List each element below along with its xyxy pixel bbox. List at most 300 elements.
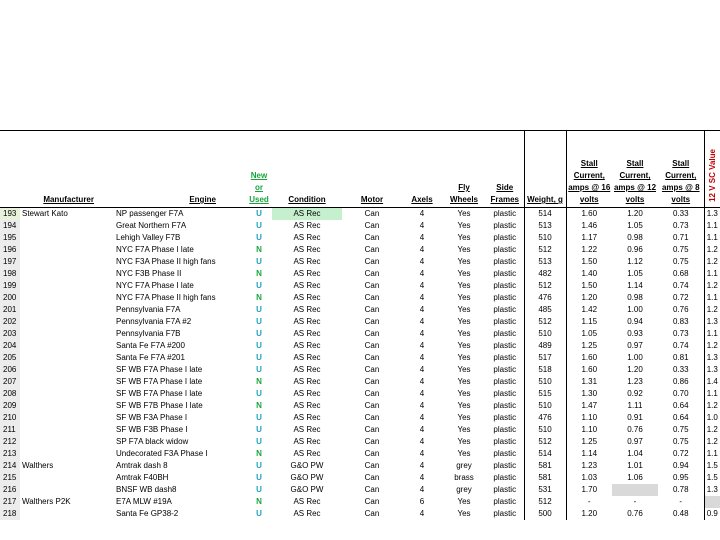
new-or-used-cell[interactable]: N bbox=[256, 377, 262, 386]
sc-value-cell[interactable]: 0.9 bbox=[704, 508, 720, 520]
engine-cell[interactable]: Lehigh Valley F7B bbox=[116, 233, 181, 242]
sc-value-cell[interactable]: 1.0 bbox=[704, 412, 720, 424]
fly-wheels-cell[interactable]: Yes bbox=[457, 509, 471, 518]
condition-cell[interactable]: AS Rec bbox=[293, 497, 321, 506]
new-or-used-cell[interactable]: U bbox=[256, 413, 262, 422]
axels-cell[interactable]: 4 bbox=[419, 281, 425, 290]
side-frames-cell[interactable]: plastic bbox=[493, 449, 517, 458]
stall-12v-cell[interactable]: 1.23 bbox=[627, 377, 643, 386]
row-number[interactable]: 203 bbox=[0, 328, 20, 340]
stall-8v-cell[interactable]: 0.64 bbox=[672, 413, 689, 422]
side-frames-cell[interactable]: plastic bbox=[493, 473, 517, 482]
stall-12v-cell[interactable]: 0.92 bbox=[627, 389, 643, 398]
fly-wheels-header[interactable]: Fly Wheels bbox=[442, 131, 486, 208]
fly-wheels-cell[interactable]: Yes bbox=[457, 329, 471, 338]
weight-header[interactable]: Weight, g bbox=[524, 131, 566, 208]
motor-cell[interactable]: Can bbox=[364, 209, 380, 218]
sc-value-cell[interactable]: 1.1 bbox=[704, 292, 720, 304]
stall-12v-cell[interactable]: 0.91 bbox=[627, 413, 643, 422]
manufacturer-cell[interactable] bbox=[20, 340, 114, 352]
motor-cell[interactable]: Can bbox=[364, 401, 380, 410]
stall-8v-cell[interactable]: 0.75 bbox=[672, 257, 689, 266]
side-frames-cell[interactable]: plastic bbox=[493, 221, 517, 230]
manufacturer-cell[interactable] bbox=[20, 292, 114, 304]
stall-16v-cell[interactable]: 1.30 bbox=[566, 388, 612, 400]
new-or-used-cell[interactable]: U bbox=[256, 437, 262, 446]
side-frames-cell[interactable]: plastic bbox=[493, 317, 517, 326]
sc-value-cell[interactable]: 1.1 bbox=[704, 232, 720, 244]
manufacturer-cell[interactable] bbox=[20, 364, 114, 376]
sc-value-cell[interactable]: 1.5 bbox=[704, 472, 720, 484]
stall-8v-cell[interactable]: 0.95 bbox=[672, 473, 689, 482]
fly-wheels-cell[interactable]: Yes bbox=[457, 497, 471, 506]
motor-cell[interactable]: Can bbox=[364, 221, 380, 230]
weight-cell[interactable]: 510 bbox=[524, 232, 566, 244]
fly-wheels-cell[interactable]: Yes bbox=[457, 389, 471, 398]
engine-cell[interactable]: SF WB F7A Phase I late bbox=[116, 365, 203, 374]
motor-cell[interactable]: Can bbox=[364, 485, 380, 494]
stall-16v-cell[interactable]: 1.47 bbox=[566, 400, 612, 412]
condition-cell[interactable]: AS Rec bbox=[293, 353, 321, 362]
weight-cell[interactable]: 512 bbox=[524, 244, 566, 256]
condition-cell[interactable]: AS Rec bbox=[293, 329, 321, 338]
stall-8v-cell[interactable]: 0.74 bbox=[672, 341, 689, 350]
engine-cell[interactable]: SF WB F3A Phase I bbox=[116, 413, 188, 422]
engine-cell[interactable]: SF WB F7B Phase I late bbox=[116, 401, 203, 410]
row-number[interactable]: 210 bbox=[0, 412, 20, 424]
stall-16v-cell[interactable]: 1.40 bbox=[566, 268, 612, 280]
stall-16v-cell[interactable]: 1.15 bbox=[566, 316, 612, 328]
row-number[interactable]: 218 bbox=[0, 508, 20, 520]
stall-8v-cell[interactable]: 0.75 bbox=[672, 245, 689, 254]
manufacturer-cell[interactable] bbox=[20, 436, 114, 448]
stall-8v-cell[interactable]: 0.64 bbox=[672, 401, 689, 410]
stall-8v-cell[interactable]: 0.74 bbox=[672, 281, 689, 290]
row-number[interactable]: 209 bbox=[0, 400, 20, 412]
condition-cell[interactable]: AS Rec bbox=[293, 377, 321, 386]
axels-cell[interactable]: 4 bbox=[419, 461, 425, 470]
engine-cell[interactable]: Santa Fe F7A #200 bbox=[116, 341, 185, 350]
stall-16v-cell[interactable]: 1.23 bbox=[566, 460, 612, 472]
side-frames-cell[interactable]: plastic bbox=[493, 509, 517, 518]
sc-value-cell[interactable]: 1.3 bbox=[704, 364, 720, 376]
stall-12v-cell[interactable]: 1.14 bbox=[627, 281, 643, 290]
new-or-used-cell[interactable]: U bbox=[256, 317, 262, 326]
side-frames-header[interactable]: Side Frames bbox=[486, 131, 524, 208]
stall-8v-cell[interactable]: 0.75 bbox=[672, 437, 689, 446]
engine-cell[interactable]: SF WB F3B Phase I bbox=[116, 425, 188, 434]
side-frames-cell[interactable]: plastic bbox=[493, 245, 517, 254]
stall-16v-cell[interactable]: 1.20 bbox=[566, 292, 612, 304]
row-number[interactable]: 200 bbox=[0, 292, 20, 304]
axels-cell[interactable]: 4 bbox=[419, 401, 425, 410]
condition-cell[interactable]: AS Rec bbox=[293, 281, 321, 290]
stall-8v-cell[interactable]: 0.78 bbox=[672, 485, 689, 494]
stall-12v-cell[interactable]: 1.00 bbox=[627, 305, 643, 314]
motor-cell[interactable]: Can bbox=[364, 293, 380, 302]
weight-cell[interactable]: 515 bbox=[524, 388, 566, 400]
engine-cell[interactable]: SF WB F7A Phase I late bbox=[116, 377, 203, 386]
side-frames-cell[interactable]: plastic bbox=[493, 257, 517, 266]
side-frames-cell[interactable]: plastic bbox=[493, 341, 517, 350]
manufacturer-cell[interactable] bbox=[20, 220, 114, 232]
new-or-used-cell[interactable]: U bbox=[256, 365, 262, 374]
sc-value-cell[interactable]: 1.3 bbox=[704, 208, 720, 221]
sc-value-cell[interactable]: 1.2 bbox=[704, 424, 720, 436]
sc-value-cell[interactable]: 1.3 bbox=[704, 316, 720, 328]
row-number[interactable]: 208 bbox=[0, 388, 20, 400]
row-number[interactable]: 201 bbox=[0, 304, 20, 316]
engine-cell[interactable]: SP F7A black widow bbox=[116, 437, 189, 446]
stall-8v-cell[interactable]: 0.75 bbox=[672, 425, 689, 434]
weight-cell[interactable]: 512 bbox=[524, 436, 566, 448]
stall-16v-cell[interactable]: 1.17 bbox=[566, 232, 612, 244]
stall-12v-cell[interactable]: 1.12 bbox=[627, 257, 643, 266]
weight-cell[interactable]: 489 bbox=[524, 340, 566, 352]
axels-cell[interactable]: 4 bbox=[419, 317, 425, 326]
condition-cell[interactable]: AS Rec bbox=[272, 208, 342, 221]
sc-value-cell[interactable]: 1.4 bbox=[704, 376, 720, 388]
stall-8v-cell[interactable]: 0.81 bbox=[672, 353, 689, 362]
fly-wheels-cell[interactable]: Yes bbox=[457, 257, 471, 266]
manufacturer-cell[interactable] bbox=[20, 352, 114, 364]
stall-16v-cell[interactable]: 1.22 bbox=[566, 244, 612, 256]
side-frames-cell[interactable]: plastic bbox=[493, 269, 517, 278]
stall-8v-cell[interactable]: 0.71 bbox=[672, 233, 689, 242]
sc-value-cell[interactable]: 1.1 bbox=[704, 448, 720, 460]
weight-cell[interactable]: 531 bbox=[524, 484, 566, 496]
stall-8v-cell[interactable]: 0.72 bbox=[672, 449, 689, 458]
weight-cell[interactable]: 581 bbox=[524, 460, 566, 472]
engine-cell[interactable]: Pennsylvania F7B bbox=[116, 329, 181, 338]
motor-cell[interactable]: Can bbox=[364, 461, 380, 470]
row-number[interactable]: 217 bbox=[0, 496, 20, 508]
condition-cell[interactable]: G&O PW bbox=[290, 461, 324, 470]
sc-value-cell[interactable]: 1.3 bbox=[704, 352, 720, 364]
motor-header[interactable]: Motor bbox=[342, 131, 402, 208]
side-frames-cell[interactable]: plastic bbox=[493, 401, 517, 410]
manufacturer-cell[interactable] bbox=[20, 256, 114, 268]
row-number[interactable]: 199 bbox=[0, 280, 20, 292]
stall-12v-cell[interactable]: 0.97 bbox=[627, 437, 643, 446]
axels-cell[interactable]: 4 bbox=[419, 305, 425, 314]
axels-cell[interactable]: 4 bbox=[419, 329, 425, 338]
row-number[interactable]: 202 bbox=[0, 316, 20, 328]
stall-8v-cell[interactable]: 0.86 bbox=[672, 377, 689, 386]
row-number[interactable]: 215 bbox=[0, 472, 20, 484]
sc-value-cell[interactable]: 1.5 bbox=[704, 460, 720, 472]
side-frames-cell[interactable]: plastic bbox=[493, 293, 517, 302]
side-frames-cell[interactable]: plastic bbox=[493, 413, 517, 422]
stall-16v-cell[interactable]: 1.42 bbox=[566, 304, 612, 316]
fly-wheels-cell[interactable]: Yes bbox=[457, 281, 471, 290]
motor-cell[interactable]: Can bbox=[364, 269, 380, 278]
stall-12v-cell[interactable]: 1.05 bbox=[627, 221, 643, 230]
fly-wheels-cell[interactable]: Yes bbox=[457, 233, 471, 242]
stall-8v-cell[interactable]: 0.72 bbox=[672, 293, 689, 302]
weight-cell[interactable]: 512 bbox=[524, 280, 566, 292]
motor-cell[interactable]: Can bbox=[364, 281, 380, 290]
sc-value-cell[interactable]: 1.2 bbox=[704, 400, 720, 412]
stall-16v-cell[interactable]: 1.14 bbox=[566, 448, 612, 460]
axels-cell[interactable]: 4 bbox=[419, 473, 425, 482]
weight-cell[interactable]: 482 bbox=[524, 268, 566, 280]
motor-cell[interactable]: Can bbox=[364, 449, 380, 458]
engine-cell[interactable]: Santa Fe F7A #201 bbox=[116, 353, 185, 362]
stall-16v-cell[interactable]: 1.70 bbox=[566, 484, 612, 496]
motor-cell[interactable]: Can bbox=[364, 497, 380, 506]
fly-wheels-cell[interactable]: Yes bbox=[457, 437, 471, 446]
stall-8v-cell[interactable]: 0.33 bbox=[672, 365, 689, 374]
condition-cell[interactable]: AS Rec bbox=[293, 389, 321, 398]
new-or-used-cell[interactable]: N bbox=[256, 497, 262, 506]
sc-value-cell[interactable]: 1.3 bbox=[704, 484, 720, 496]
stall-12v-cell[interactable]: 0.98 bbox=[627, 233, 643, 242]
condition-cell[interactable]: AS Rec bbox=[293, 221, 321, 230]
weight-cell[interactable]: 518 bbox=[524, 364, 566, 376]
new-or-used-cell[interactable]: U bbox=[256, 305, 262, 314]
condition-cell[interactable]: AS Rec bbox=[293, 233, 321, 242]
stall-12v-cell[interactable]: 1.00 bbox=[627, 353, 643, 362]
manufacturer-cell[interactable]: Walthers P2K bbox=[22, 497, 71, 506]
new-or-used-cell[interactable]: N bbox=[256, 269, 262, 278]
motor-cell[interactable]: Can bbox=[364, 245, 380, 254]
condition-cell[interactable]: AS Rec bbox=[293, 317, 321, 326]
axels-cell[interactable]: 4 bbox=[419, 389, 425, 398]
motor-cell[interactable]: Can bbox=[364, 365, 380, 374]
manufacturer-header[interactable]: Manufacturer bbox=[20, 131, 114, 208]
stall-16v-cell[interactable]: 1.60 bbox=[566, 364, 612, 376]
axels-cell[interactable]: 4 bbox=[419, 437, 425, 446]
new-or-used-cell[interactable]: U bbox=[256, 389, 262, 398]
manufacturer-cell[interactable] bbox=[20, 412, 114, 424]
stall-12v-cell[interactable]: 0.98 bbox=[627, 293, 643, 302]
row-number[interactable]: 205 bbox=[0, 352, 20, 364]
new-or-used-cell[interactable]: U bbox=[256, 221, 262, 230]
fly-wheels-cell[interactable]: grey bbox=[456, 461, 472, 470]
new-or-used-cell[interactable]: U bbox=[256, 257, 262, 266]
sc-value-cell[interactable] bbox=[704, 496, 720, 508]
row-number[interactable]: 204 bbox=[0, 340, 20, 352]
fly-wheels-cell[interactable]: Yes bbox=[457, 377, 471, 386]
axels-header[interactable]: Axels bbox=[402, 131, 442, 208]
motor-cell[interactable]: Can bbox=[364, 257, 380, 266]
engine-cell[interactable]: Pennsylvania F7A #2 bbox=[116, 317, 192, 326]
engine-cell[interactable]: BNSF WB dash8 bbox=[116, 485, 177, 494]
stall-8v-cell[interactable]: 0.68 bbox=[672, 269, 689, 278]
fly-wheels-cell[interactable]: Yes bbox=[457, 401, 471, 410]
new-or-used-cell[interactable]: U bbox=[256, 461, 262, 470]
stall-16v-cell[interactable]: 1.60 bbox=[566, 208, 612, 221]
stall-12v-cell[interactable]: 0.94 bbox=[627, 317, 643, 326]
stall-12v-cell[interactable]: 1.11 bbox=[627, 401, 643, 410]
side-frames-cell[interactable]: plastic bbox=[493, 233, 517, 242]
manufacturer-cell[interactable] bbox=[20, 508, 114, 520]
engine-cell[interactable]: Great Northern F7A bbox=[116, 221, 187, 230]
weight-cell[interactable]: 581 bbox=[524, 472, 566, 484]
new-or-used-header[interactable]: New or Used bbox=[246, 131, 272, 208]
engine-cell[interactable]: NYC F3B Phase II bbox=[116, 269, 182, 278]
new-or-used-cell[interactable]: N bbox=[256, 293, 262, 302]
weight-cell[interactable]: 476 bbox=[524, 412, 566, 424]
axels-cell[interactable]: 4 bbox=[419, 413, 425, 422]
engine-cell[interactable]: NYC F7A Phase II high fans bbox=[116, 293, 216, 302]
sc-value-cell[interactable]: 1.2 bbox=[704, 280, 720, 292]
weight-cell[interactable]: 517 bbox=[524, 352, 566, 364]
new-or-used-cell[interactable]: U bbox=[256, 341, 262, 350]
engine-cell[interactable]: SF WB F7A Phase I late bbox=[116, 389, 203, 398]
axels-cell[interactable]: 4 bbox=[419, 509, 425, 518]
sc-value-cell[interactable]: 1.2 bbox=[704, 244, 720, 256]
axels-cell[interactable]: 4 bbox=[419, 353, 425, 362]
stall-12v-cell[interactable]: 0.93 bbox=[627, 329, 643, 338]
engine-cell[interactable]: NYC F3A Phase II high fans bbox=[116, 257, 216, 266]
engine-cell[interactable]: NYC F7A Phase I late bbox=[116, 245, 194, 254]
new-or-used-cell[interactable]: N bbox=[256, 401, 262, 410]
stall-16v-cell[interactable]: 1.50 bbox=[566, 280, 612, 292]
stall-12v-cell[interactable]: 1.04 bbox=[627, 449, 643, 458]
side-frames-cell[interactable]: plastic bbox=[493, 425, 517, 434]
weight-cell[interactable]: 512 bbox=[524, 496, 566, 508]
engine-cell[interactable]: Pennsylvania F7A bbox=[116, 305, 181, 314]
row-number[interactable]: 198 bbox=[0, 268, 20, 280]
motor-cell[interactable]: Can bbox=[364, 317, 380, 326]
sc-value-cell[interactable]: 1.1 bbox=[704, 268, 720, 280]
manufacturer-cell[interactable] bbox=[20, 376, 114, 388]
stall-16v-cell[interactable]: 1.05 bbox=[566, 328, 612, 340]
side-frames-cell[interactable]: plastic bbox=[493, 353, 517, 362]
condition-cell[interactable]: G&O PW bbox=[290, 473, 324, 482]
manufacturer-cell[interactable] bbox=[20, 424, 114, 436]
weight-cell[interactable]: 514 bbox=[524, 448, 566, 460]
engine-header[interactable]: Engine bbox=[114, 131, 246, 208]
stall-12v-cell[interactable]: 1.20 bbox=[627, 365, 643, 374]
stall-12v-cell[interactable]: - bbox=[633, 497, 637, 506]
stall-8v-cell[interactable]: 0.83 bbox=[672, 317, 689, 326]
axels-cell[interactable]: 4 bbox=[419, 449, 425, 458]
row-number[interactable]: 206 bbox=[0, 364, 20, 376]
stall-16v-cell[interactable]: 1.46 bbox=[566, 220, 612, 232]
fly-wheels-cell[interactable]: Yes bbox=[457, 245, 471, 254]
stall-16v-cell[interactable]: - bbox=[566, 496, 612, 508]
weight-cell[interactable]: 476 bbox=[524, 292, 566, 304]
new-or-used-cell[interactable]: U bbox=[256, 353, 262, 362]
condition-cell[interactable]: AS Rec bbox=[293, 269, 321, 278]
stall-12v-cell[interactable]: 0.76 bbox=[627, 425, 643, 434]
side-frames-cell[interactable]: plastic bbox=[493, 305, 517, 314]
side-frames-cell[interactable]: plastic bbox=[493, 497, 517, 506]
stall-12v-cell[interactable]: 0.76 bbox=[627, 509, 643, 518]
sc-value-header[interactable]: 12 V SC Value bbox=[704, 131, 720, 208]
motor-cell[interactable]: Can bbox=[364, 305, 380, 314]
stall-16v-cell[interactable]: 1.20 bbox=[566, 508, 612, 520]
fly-wheels-cell[interactable]: Yes bbox=[457, 353, 471, 362]
row-number[interactable]: 195 bbox=[0, 232, 20, 244]
engine-cell[interactable]: Amtrak F40BH bbox=[116, 473, 169, 482]
side-frames-cell[interactable]: plastic bbox=[493, 461, 517, 470]
axels-cell[interactable]: 4 bbox=[419, 257, 425, 266]
manufacturer-cell[interactable] bbox=[20, 244, 114, 256]
stall-16v-cell[interactable]: 1.31 bbox=[566, 376, 612, 388]
motor-cell[interactable]: Can bbox=[364, 413, 380, 422]
engine-cell[interactable]: NP passenger F7A bbox=[116, 209, 184, 218]
sc-value-cell[interactable]: 1.2 bbox=[704, 340, 720, 352]
row-number[interactable]: 211 bbox=[0, 424, 20, 436]
axels-cell[interactable]: 4 bbox=[419, 245, 425, 254]
motor-cell[interactable]: Can bbox=[364, 233, 380, 242]
axels-cell[interactable]: 4 bbox=[419, 341, 425, 350]
sc-value-cell[interactable]: 1.1 bbox=[704, 328, 720, 340]
side-frames-cell[interactable]: plastic bbox=[493, 329, 517, 338]
condition-cell[interactable]: AS Rec bbox=[293, 401, 321, 410]
row-number[interactable]: 196 bbox=[0, 244, 20, 256]
side-frames-cell[interactable]: plastic bbox=[493, 281, 517, 290]
stall-16v-cell[interactable]: 1.10 bbox=[566, 424, 612, 436]
stall-16v-cell[interactable]: 1.03 bbox=[566, 472, 612, 484]
condition-cell[interactable]: AS Rec bbox=[293, 341, 321, 350]
axels-cell[interactable]: 4 bbox=[419, 269, 425, 278]
sc-value-cell[interactable]: 1.1 bbox=[704, 220, 720, 232]
manufacturer-cell[interactable] bbox=[20, 268, 114, 280]
new-or-used-cell[interactable]: U bbox=[256, 509, 262, 518]
new-or-used-cell[interactable]: U bbox=[256, 485, 262, 494]
stall-16v-header[interactable]: Stall Current, amps @ 16 volts bbox=[566, 131, 612, 208]
condition-cell[interactable]: AS Rec bbox=[293, 293, 321, 302]
stall-12v-cell[interactable]: 0.96 bbox=[627, 245, 643, 254]
row-number[interactable]: 197 bbox=[0, 256, 20, 268]
axels-cell[interactable]: 6 bbox=[419, 497, 425, 506]
axels-cell[interactable]: 4 bbox=[419, 221, 425, 230]
fly-wheels-cell[interactable]: Yes bbox=[457, 425, 471, 434]
sc-value-cell[interactable]: 1.2 bbox=[704, 256, 720, 268]
row-number[interactable]: 207 bbox=[0, 376, 20, 388]
axels-cell[interactable]: 4 bbox=[419, 485, 425, 494]
motor-cell[interactable]: Can bbox=[364, 437, 380, 446]
fly-wheels-cell[interactable]: brass bbox=[454, 473, 474, 482]
condition-cell[interactable]: AS Rec bbox=[293, 305, 321, 314]
new-or-used-cell[interactable]: N bbox=[256, 449, 262, 458]
fly-wheels-cell[interactable]: Yes bbox=[457, 305, 471, 314]
stall-12v-header[interactable]: Stall Current, amps @ 12 volts bbox=[612, 131, 658, 208]
stall-8v-cell[interactable]: 0.33 bbox=[672, 209, 689, 218]
weight-cell[interactable]: 512 bbox=[524, 316, 566, 328]
manufacturer-cell[interactable] bbox=[20, 328, 114, 340]
sc-value-cell[interactable]: 1.2 bbox=[704, 304, 720, 316]
weight-cell[interactable]: 510 bbox=[524, 328, 566, 340]
fly-wheels-cell[interactable]: grey bbox=[456, 485, 472, 494]
side-frames-cell[interactable]: plastic bbox=[493, 437, 517, 446]
sc-value-cell[interactable]: 1.1 bbox=[704, 388, 720, 400]
engine-cell[interactable]: NYC F7A Phase I late bbox=[116, 281, 194, 290]
stall-8v-cell[interactable]: 0.48 bbox=[672, 509, 689, 518]
condition-cell[interactable]: AS Rec bbox=[293, 257, 321, 266]
stall-12v-cell[interactable] bbox=[612, 484, 658, 496]
condition-cell[interactable]: AS Rec bbox=[293, 413, 321, 422]
fly-wheels-cell[interactable]: Yes bbox=[457, 209, 471, 218]
axels-cell[interactable]: 4 bbox=[419, 425, 425, 434]
stall-8v-cell[interactable]: 0.70 bbox=[672, 389, 689, 398]
stall-12v-cell[interactable]: 0.97 bbox=[627, 341, 643, 350]
row-number[interactable]: 212 bbox=[0, 436, 20, 448]
condition-cell[interactable]: AS Rec bbox=[293, 365, 321, 374]
weight-cell[interactable]: 500 bbox=[524, 508, 566, 520]
stall-16v-cell[interactable]: 1.25 bbox=[566, 436, 612, 448]
condition-cell[interactable]: AS Rec bbox=[293, 509, 321, 518]
condition-cell[interactable]: G&O PW bbox=[290, 485, 324, 494]
row-number[interactable]: 214 bbox=[0, 460, 20, 472]
motor-cell[interactable]: Can bbox=[364, 473, 380, 482]
weight-cell[interactable]: 510 bbox=[524, 376, 566, 388]
